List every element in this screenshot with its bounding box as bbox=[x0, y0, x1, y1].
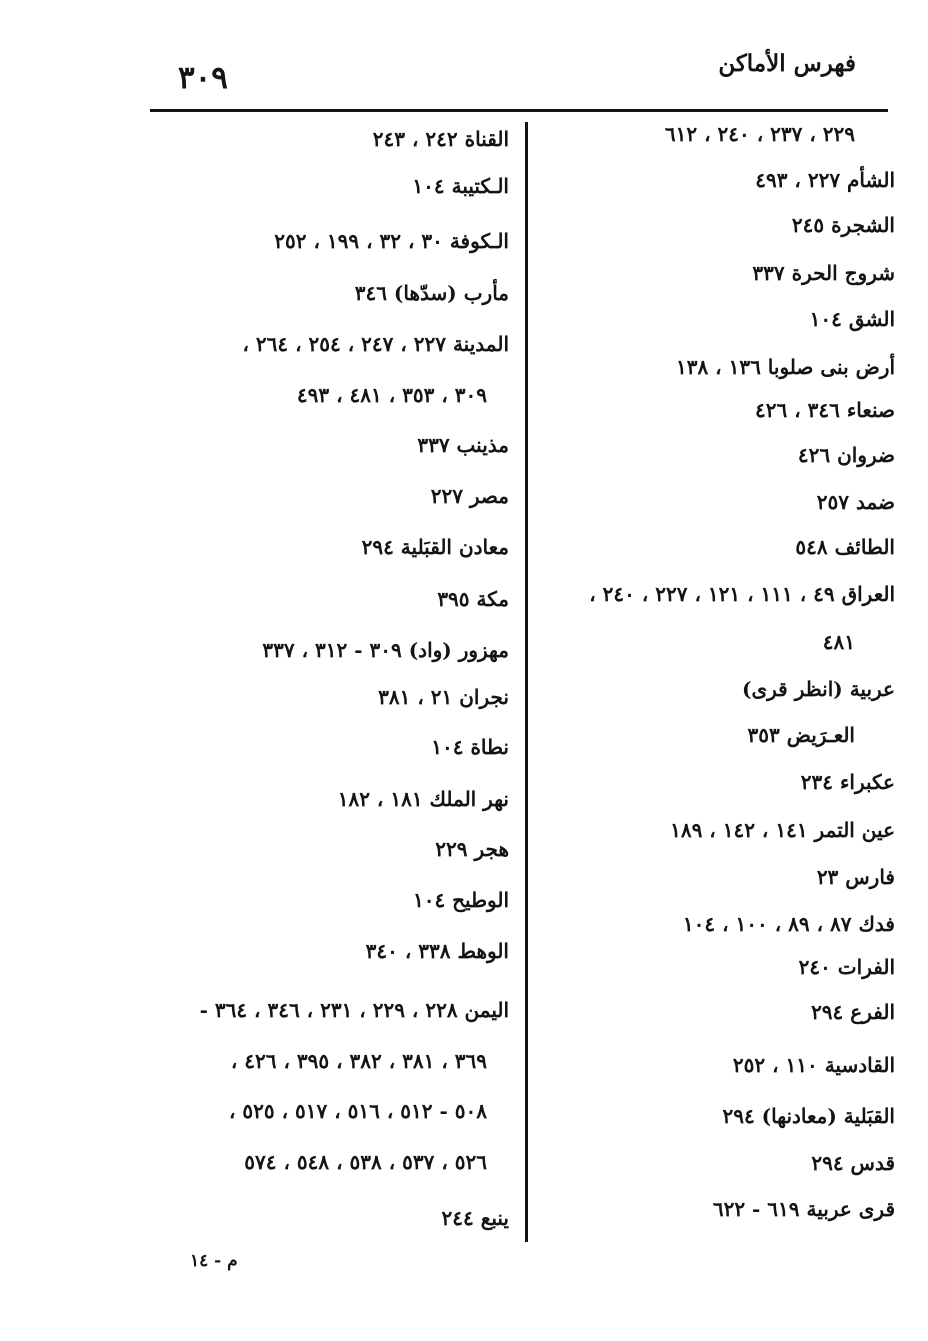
page-number: ٣٠٩ bbox=[178, 60, 228, 96]
index-column-right bbox=[540, 0, 895, 1341]
index-entry: هجر ٢٢٩ bbox=[435, 837, 509, 861]
index-continuation: ٥٠٨ - ٥١٢ ، ٥١٦ ، ٥١٧ ، ٥٢٥ ، bbox=[229, 1099, 487, 1123]
index-entry: شروج الحرة ٣٣٧ bbox=[752, 261, 895, 285]
index-entry: صنعاء ٣٤٦ ، ٤٢٦ bbox=[755, 398, 895, 422]
index-entry: القناة ٢٤٢ ، ٢٤٣ bbox=[372, 127, 509, 151]
index-entry: الفرع ٢٩٤ bbox=[811, 1000, 895, 1024]
index-entry: القبَلية (معادنها) ٢٩٤ bbox=[722, 1104, 895, 1128]
index-entry: مكة ٣٩٥ bbox=[437, 587, 509, 611]
index-entry: معادن القبَلية ٢٩٤ bbox=[361, 535, 509, 559]
index-entry: ينبع ٢٤٤ bbox=[441, 1206, 509, 1230]
index-continuation: ٤٨١ bbox=[822, 630, 855, 654]
index-entry: الـكوفة ٣٠ ، ٣٢ ، ١٩٩ ، ٢٥٢ bbox=[274, 229, 509, 253]
index-entry: فدك ٨٧ ، ٨٩ ، ١٠٠ ، ١٠٤ bbox=[682, 912, 895, 936]
index-entry: الوهط ٣٣٨ ، ٣٤٠ bbox=[365, 939, 509, 963]
index-entry: اليمن ٢٢٨ ، ٢٢٩ ، ٢٣١ ، ٣٤٦ ، ٣٦٤ - bbox=[199, 998, 509, 1022]
index-entry: قرى عربية ٦١٩ - ٦٢٢ bbox=[712, 1197, 895, 1221]
column-divider bbox=[525, 122, 528, 1242]
index-continuation: ٣٠٩ ، ٣٥٣ ، ٤٨١ ، ٤٩٣ bbox=[296, 383, 487, 407]
index-entry: قدس ٢٩٤ bbox=[811, 1151, 895, 1175]
index-entry: نطاة ١٠٤ bbox=[431, 735, 509, 759]
index-entry: الوطيح ١٠٤ bbox=[412, 888, 509, 912]
index-entry: نهر الملك ١٨١ ، ١٨٢ bbox=[337, 787, 509, 811]
index-entry: عكبراء ٢٣٤ bbox=[800, 770, 895, 794]
index-entry: أرض بنى صلوبا ١٣٦ ، ١٣٨ bbox=[675, 355, 895, 379]
index-entry: مصر ٢٢٧ bbox=[430, 484, 509, 508]
index-entry: الفرات ٢٤٠ bbox=[798, 955, 895, 979]
index-continuation: ٢٢٩ ، ٢٣٧ ، ٢٤٠ ، ٦١٢ bbox=[664, 122, 855, 146]
index-entry: العراق ٤٩ ، ١١١ ، ١٢١ ، ٢٢٧ ، ٢٤٠ ، bbox=[589, 582, 895, 606]
index-entry: الشجرة ٢٤٥ bbox=[791, 213, 895, 237]
index-entry: المدينة ٢٢٧ ، ٢٤٧ ، ٢٥٤ ، ٢٦٤ ، bbox=[242, 332, 509, 356]
index-entry: الشق ١٠٤ bbox=[809, 307, 895, 331]
index-entry: ضروان ٤٢٦ bbox=[797, 443, 895, 467]
index-entry: فارس ٢٣ bbox=[816, 865, 895, 889]
index-column-left bbox=[150, 0, 517, 1341]
running-title: فهرس الأماكن bbox=[718, 50, 856, 77]
index-continuation: ٥٢٦ ، ٥٣٧ ، ٥٣٨ ، ٥٤٨ ، ٥٧٤ bbox=[244, 1150, 487, 1174]
index-entry: القادسية ١١٠ ، ٢٥٢ bbox=[732, 1053, 895, 1077]
index-entry: عين التمر ١٤١ ، ١٤٢ ، ١٨٩ bbox=[670, 818, 895, 842]
index-entry: مأرب (سدّها) ٣٤٦ bbox=[354, 281, 509, 305]
index-entry: العـرَيض ٣٥٣ bbox=[747, 723, 855, 747]
index-entry: الطائف ٥٤٨ bbox=[795, 535, 895, 559]
index-entry: نجران ٢١ ، ٣٨١ bbox=[378, 685, 509, 709]
printer-signature: م - ١٤ bbox=[190, 1251, 238, 1271]
index-entry: عربية (انظر قرى) bbox=[742, 677, 895, 701]
index-continuation: ٣٦٩ ، ٣٨١ ، ٣٨٢ ، ٣٩٥ ، ٤٢٦ ، bbox=[230, 1049, 487, 1073]
index-entry: مهزور (واد) ٣٠٩ - ٣١٢ ، ٣٣٧ bbox=[262, 638, 509, 662]
index-entry: ضمد ٢٥٧ bbox=[816, 490, 895, 514]
index-entry: الشأم ٢٢٧ ، ٤٩٣ bbox=[755, 168, 895, 192]
index-entry: مذينب ٣٣٧ bbox=[417, 433, 509, 457]
index-entry: الـكتيبة ١٠٤ bbox=[412, 174, 509, 198]
